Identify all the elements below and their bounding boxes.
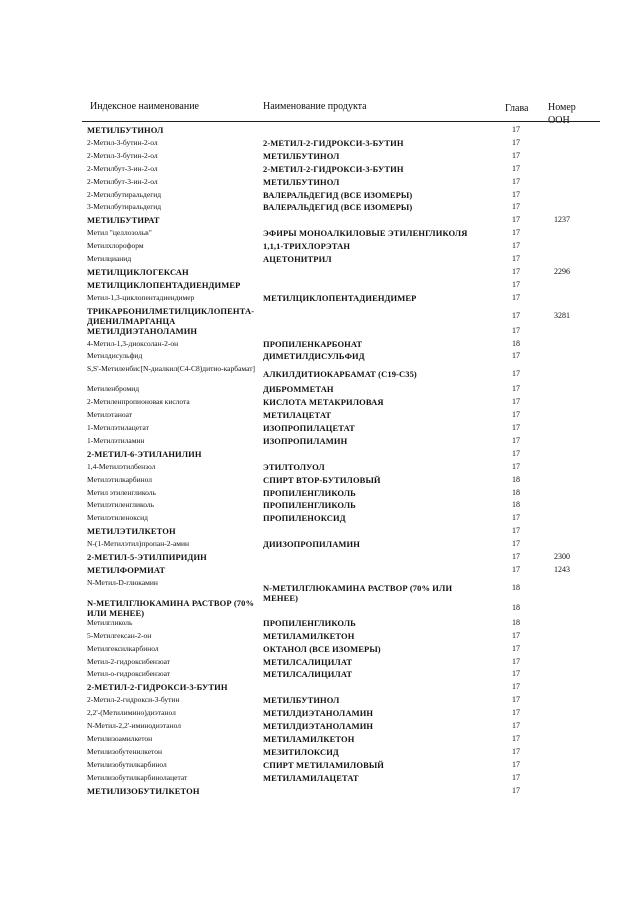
index-name-cell: МЕТИЛЦИКЛОГЕКСАН [87,266,189,277]
header-index-name: Индексное наименование [90,101,199,112]
chapter-cell: 17 [512,215,520,225]
un-number-cell: 2296 [554,266,570,276]
chapter-cell: 18 [512,500,520,510]
index-name-cell: N-Метил-2,2'-иминодиэтанол [87,721,182,730]
chapter-cell: 17 [512,656,520,666]
chapter-cell: 17 [512,435,520,445]
chapter-cell: 18 [512,338,520,348]
product-name-cell: 2-МЕТИЛ-2-ГИДРОКСИ-3-БУТИН [263,137,404,148]
product-name-cell: ИЗОПРОПИЛАЦЕТАТ [263,423,355,433]
index-name-cell: Метилэтилкарбинол [87,474,153,484]
product-name-cell: ПРОПИЛЕНОКСИД [263,513,346,524]
product-name-cell: N-МЕТИЛГЛЮКАМИНА РАСТВОР (70% ИЛИ МЕНЕЕ) [263,582,453,603]
product-name-cell: 2-МЕТИЛ-2-ГИДРОКСИ-3-БУТИН [263,163,404,174]
index-name-cell: 2-Метил-3-бутин-2-ол [87,137,158,147]
chapter-cell: 17 [512,310,520,320]
chapter-cell: 17 [512,125,520,134]
product-name-cell: СПИРТ МЕТИЛАМИЛОВЫЙ [263,759,385,770]
index-name-cell: N-МЕТИЛГЛЮКАМИНА РАСТВОР (70% ИЛИ МЕНЕЕ) [87,597,255,618]
chapter-cell: 17 [512,228,520,238]
index-name-cell: МЕТИЛДИЭТАНОЛАМИН [87,325,198,336]
chapter-cell: 17 [512,695,520,705]
index-name-cell: 1,4-Метилэтилбензол [87,461,156,471]
chapter-cell: 17 [512,410,520,420]
product-name-cell: ОКТАНОЛ (ВСЕ ИЗОМЕРЫ) [263,643,381,654]
index-name-cell: 1-Метилэтиламин [87,435,145,445]
un-number-cell: 3281 [554,310,570,320]
index-name-cell: 2-МЕТИЛ-2-ГИДРОКСИ-3-БУТИН [87,682,228,693]
product-name-cell: СПИРТ ВТОР-БУТИЛОВЫЙ [263,474,381,485]
index-name-cell: МЕТИЛЦИКЛОПЕНТАДИЕНДИМЕР [87,279,241,290]
index-name-cell: Метил-1,3-циклопентадиендимер [87,292,195,302]
index-name-cell: МЕТИЛБУТИНОЛ [87,125,164,135]
index-name-cell: МЕТИЛИЗОБУТИЛКЕТОН [87,785,200,796]
chapter-cell: 17 [512,772,520,782]
product-name-cell: ПРОПИЛЕНКАРБОНАТ [263,338,363,349]
chapter-cell: 17 [512,325,520,335]
index-name-cell: Метилэтиленгликоль [87,500,155,510]
chapter-cell: 18 [512,617,520,627]
product-name-cell: МЕТИЛЦИКЛОПЕНТАДИЕНДИМЕР [263,292,417,303]
index-name-cell: МЕТИЛЭТИЛКЕТОН [87,526,176,537]
index-name-cell: 2-МЕТИЛ-6-ЭТИЛАНИЛИН [87,448,202,459]
product-name-cell: МЕТИЛСАЛИЦИЛАТ [263,669,353,680]
chapter-cell: 17 [512,189,520,199]
index-name-cell: Метилгексилкарбинол [87,643,159,653]
chapter-cell: 17 [512,643,520,653]
chapter-cell: 17 [512,137,520,147]
header-un-number: Номер ООН [548,102,576,126]
index-name-cell: ТРИКАРБОНИЛМЕТИЛЦИКЛОПЕНТА-ДИЕНИЛМАРГАНЦА [87,305,255,326]
un-number-cell: 1243 [554,564,570,574]
un-number-cell: 1237 [554,215,570,225]
product-name-cell: ИЗОПРОПИЛАМИН [263,435,348,446]
product-name-cell: МЕТИЛАМИЛКЕТОН [263,630,355,641]
index-name-cell: Метилдисульфид [87,351,143,361]
chapter-cell: 17 [512,630,520,640]
chapter-cell: 17 [512,708,520,718]
chapter-cell: 18 [512,602,520,612]
chapter-cell: 17 [512,682,520,692]
product-name-cell: МЕТИЛБУТИНОЛ [263,150,340,161]
index-name-cell: Метилгликоль [87,617,133,627]
product-name-cell: 1,1,1-ТРИХЛОРЭТАН [263,241,351,252]
chapter-cell: 17 [512,423,520,432]
product-name-cell: МЕТИЛСАЛИЦИЛАТ [263,656,353,667]
chapter-cell: 17 [512,292,520,302]
index-name-cell: МЕТИЛБУТИРАТ [87,215,160,226]
index-name-cell: МЕТИЛФОРМИАТ [87,564,166,575]
chapter-cell: 18 [512,487,520,497]
un-number-cell: 2300 [554,552,570,561]
index-name-cell: Метиленбромид [87,384,140,394]
chapter-cell: 17 [512,254,520,263]
product-name-cell: ВАЛЕРАЛЬДЕГИД (ВСЕ ИЗОМЕРЫ) [263,189,413,200]
product-name-cell: ДИИЗОПРОПИЛАМИН [263,539,360,550]
product-name-cell: ВАЛЕРАЛЬДЕГИД (ВСЕ ИЗОМЕРЫ) [263,202,413,213]
chapter-cell: 17 [512,448,520,458]
index-name-cell: Метил этиленгликоль [87,487,156,497]
chapter-cell: 17 [512,461,520,471]
header-chapter: Глава [505,103,529,114]
index-name-cell: 2-МЕТИЛ-5-ЭТИЛПИРИДИН [87,552,207,562]
chapter-cell: 17 [512,513,520,523]
index-name-cell: N-Метил-D-глюкамин [87,577,158,587]
chapter-cell: 17 [512,351,520,361]
chapter-cell: 17 [512,669,520,679]
header-product-name: Наименование продукта [263,101,367,112]
index-name-cell: 1-Метилэтилацетат [87,423,149,432]
chapter-cell: 17 [512,266,520,276]
product-name-cell: МЕТИЛАЦЕТАТ [263,410,332,421]
chapter-cell: 17 [512,539,520,549]
chapter-cell: 17 [512,721,520,730]
product-name-cell: МЕТИЛДИЭТАНОЛАМИН [263,721,374,731]
chapter-cell: 18 [512,582,520,592]
index-name-cell: Метилизобутенилкетон [87,746,162,756]
product-name-cell: ПРОПИЛЕНГЛИКОЛЬ [263,500,356,511]
chapter-cell: 17 [512,397,520,407]
chapter-cell: 17 [512,163,520,173]
chapter-cell: 17 [512,202,520,212]
index-name-cell: 3-Метилбутиральдегид [87,202,162,212]
product-name-cell: КИСЛОТА МЕТАКРИЛОВАЯ [263,397,384,408]
index-name-cell: S,S'-Метиленбис[N-диалкил(С4-С8)дитио-карбамат] [87,364,256,374]
index-name-cell: Метил "целлозольв" [87,228,152,238]
product-name-cell: МЕТИЛБУТИНОЛ [263,176,340,187]
index-name-cell: Метилцианид [87,254,132,263]
index-name-cell: 2-Метилбут-3-ин-2-ол [87,163,158,173]
chapter-cell: 17 [512,241,520,251]
chapter-cell: 17 [512,564,520,574]
index-name-cell: Метилхлороформ [87,241,144,251]
product-name-cell: ДИБРОММЕТАН [263,384,334,395]
product-name-cell: ЭТИЛТОЛУОЛ [263,461,325,472]
product-name-cell: АЦЕТОНИТРИЛ [263,254,332,264]
product-name-cell: МЕТИЛАМИЛАЦЕТАТ [263,772,359,783]
index-name-cell: 4-Метил-1,3-диоксолан-2-он [87,338,179,348]
product-name-cell: ДИМЕТИЛДИСУЛЬФИД [263,351,365,362]
chapter-cell: 17 [512,552,520,561]
chapter-cell: 17 [512,176,520,186]
product-name-cell: АЛКИЛДИТИОКАРБАМАТ (С19-С35) [263,369,417,380]
index-name-cell: Метил-2-гидроксибензоат [87,656,171,666]
product-name-cell: МЕТИЛБУТИНОЛ [263,695,340,706]
product-name-cell: ПРОПИЛЕНГЛИКОЛЬ [263,617,356,628]
product-name-cell: ЭФИРЫ МОНОАЛКИЛОВЫЕ ЭТИЛЕНГЛИКОЛЯ [263,228,468,239]
chapter-cell: 17 [512,150,520,160]
index-name-cell: 5-Метилгексан-2-он [87,630,152,640]
index-name-cell: Метил-о-гидроксибензоат [87,669,171,679]
index-name-cell: 2-Метил-2-гидрокси-3-бутин [87,695,180,705]
product-name-cell: ПРОПИЛЕНГЛИКОЛЬ [263,487,356,498]
chapter-cell: 17 [512,785,520,795]
chapter-cell: 17 [512,759,520,769]
chapter-cell: 17 [512,746,520,756]
index-name-cell: Метилизобутилкарбинолацетат [87,772,188,782]
chapter-cell: 18 [512,474,520,484]
chapter-cell: 17 [512,279,520,289]
chapter-cell: 17 [512,526,520,536]
product-name-cell: МЕТИЛАМИЛКЕТОН [263,733,355,744]
index-name-cell: 2-Метилбут-3-ин-2-ол [87,176,158,186]
chapter-cell: 17 [512,733,520,743]
index-name-cell: Метилэтаноат [87,410,133,420]
index-name-cell: N-(1-Метилэтил)пропан-2-амин [87,539,190,549]
product-name-cell: МЕТИЛДИЭТАНОЛАМИН [263,708,374,719]
index-name-cell: 2-Метиленпропионовая кислота [87,397,190,407]
index-name-cell: 2-Метилбутиральдегид [87,189,162,199]
chapter-cell: 17 [512,369,520,379]
index-name-cell: Метилизобутилкарбинол [87,759,167,769]
index-name-cell: 2,2'-(Метилимино)диэтанол [87,708,176,718]
index-name-cell: Метилизоамилкетон [87,733,153,743]
product-name-cell: МЕЗИТИЛОКСИД [263,746,339,757]
index-name-cell: 2-Метил-3-бутин-2-ол [87,150,158,160]
header-rule [82,121,600,122]
index-name-cell: Метилэтиленоксид [87,513,148,523]
chapter-cell: 17 [512,384,520,394]
